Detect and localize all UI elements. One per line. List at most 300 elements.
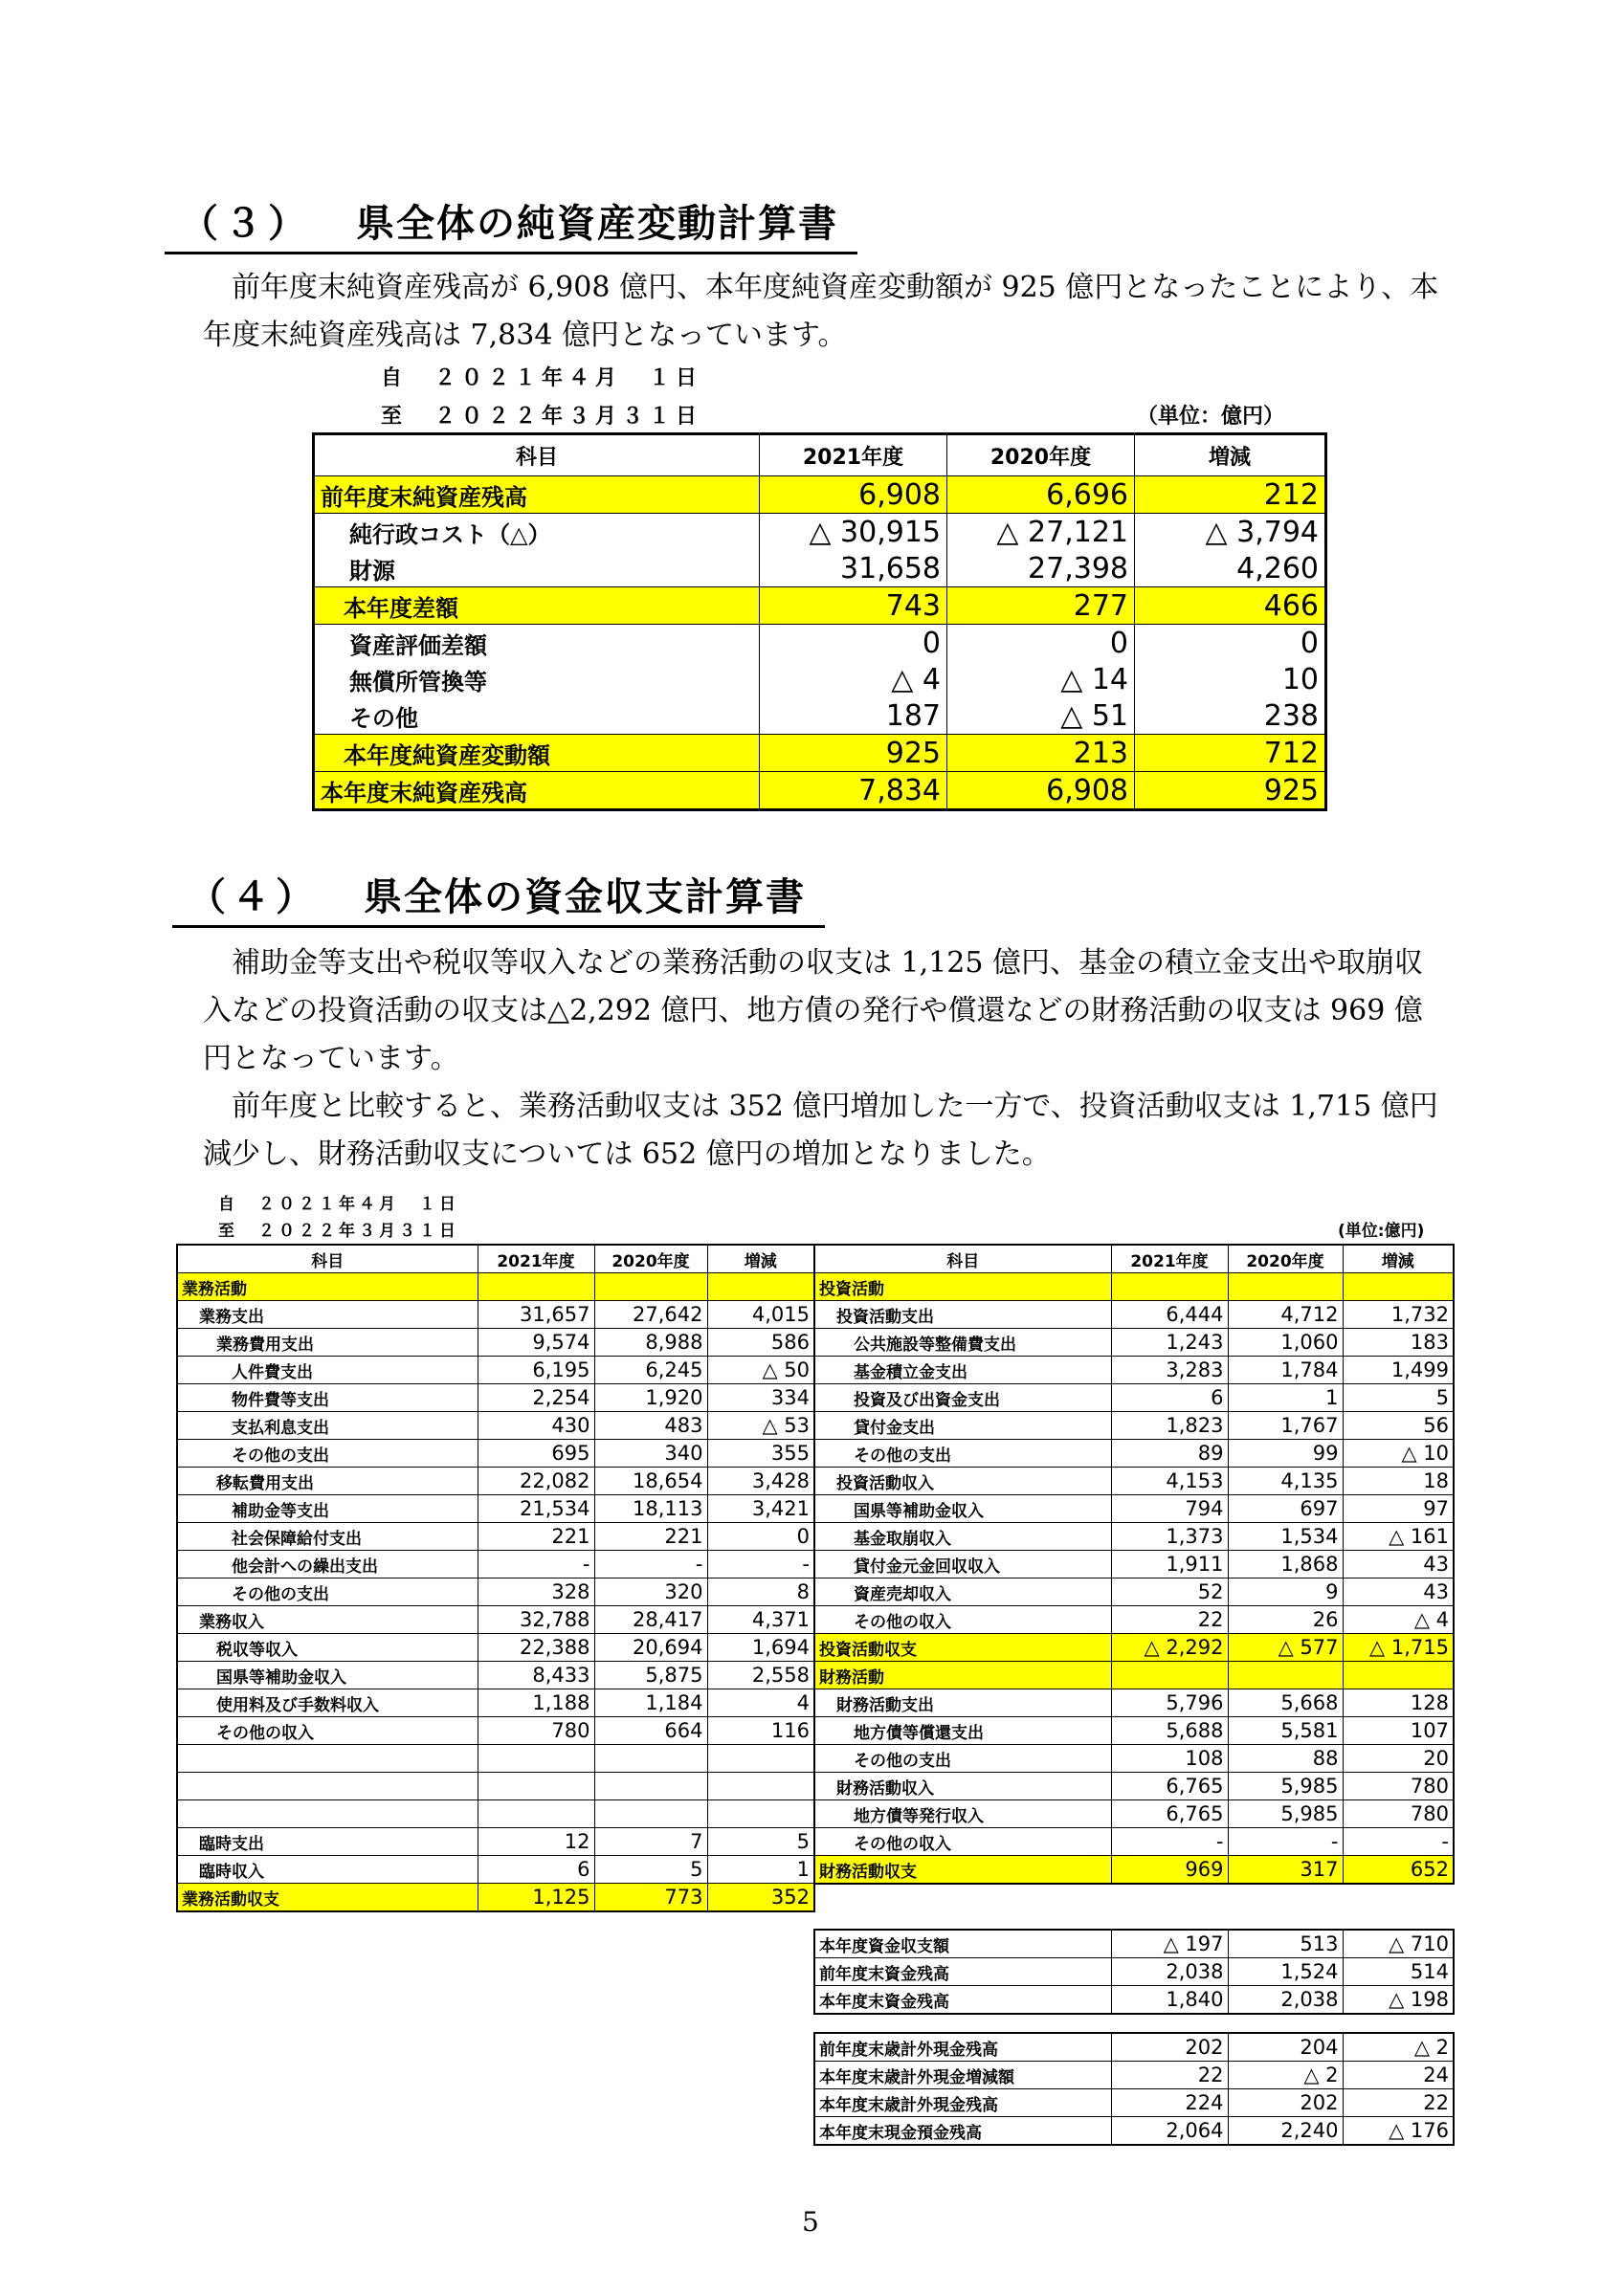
table-row	[177, 1800, 814, 1828]
value-diff: △ 50	[707, 1357, 814, 1384]
value-2021: 1,188	[478, 1689, 594, 1717]
value-2021: 5,796	[1111, 1689, 1228, 1717]
value-2021: 7,834	[760, 772, 947, 810]
row-label: 投資活動	[814, 1273, 1111, 1301]
row-label: 投資及び出資金支出	[814, 1384, 1111, 1412]
cash-summary-table	[813, 1929, 1455, 2015]
row-label: その他の支出	[177, 1578, 478, 1606]
value-2020: 483	[594, 1412, 707, 1440]
value-2021: 6	[478, 1856, 594, 1884]
value-2020: 202	[1228, 2089, 1343, 2117]
value-2021: 31,657	[478, 1301, 594, 1329]
row-label: 前年度末資金残高	[814, 1958, 1111, 1986]
value-2020	[594, 1773, 707, 1800]
value-2021	[478, 1745, 594, 1773]
section4-date-from: 自 ２０２１年４月 １日	[218, 1195, 459, 1214]
value-2021: △ 30,915	[760, 514, 947, 551]
row-label: 本年度資金収支額	[814, 1930, 1111, 1958]
value-2021: 12	[478, 1828, 594, 1856]
row-label: 基金積立金支出	[814, 1357, 1111, 1384]
value-diff: 107	[1343, 1717, 1454, 1745]
row-label: 支払利息支出	[177, 1412, 478, 1440]
value-diff: 352	[707, 1884, 814, 1912]
row-label: 本年度末現金預金残高	[814, 2117, 1111, 2146]
row-label: 財務活動	[814, 1662, 1111, 1689]
value-2020: 1	[1228, 1384, 1343, 1412]
value-diff: 97	[1343, 1495, 1454, 1523]
value-diff: 334	[707, 1384, 814, 1412]
table-row	[814, 1662, 1454, 1689]
row-label: 財務活動支出	[814, 1689, 1111, 1717]
value-diff: 4,371	[707, 1606, 814, 1634]
value-diff: △ 10	[1343, 1440, 1454, 1468]
value-2021: 8,433	[478, 1662, 594, 1689]
value-2021: △ 4	[760, 661, 947, 697]
row-label: その他の収入	[814, 1828, 1111, 1856]
value-2020: 18,654	[594, 1468, 707, 1495]
row-label: 財源	[314, 550, 760, 587]
value-2020: 340	[594, 1440, 707, 1468]
table-row	[314, 661, 1326, 697]
value-diff: 652	[1343, 1856, 1454, 1885]
row-label: 物件費等支出	[177, 1384, 478, 1412]
table-row	[814, 1745, 1454, 1773]
value-diff: △ 2	[1343, 2033, 1454, 2062]
table-row	[814, 1384, 1454, 1412]
value-diff: 0	[1135, 625, 1326, 662]
table-row	[177, 1578, 814, 1606]
table-row	[314, 735, 1326, 772]
value-diff: 238	[1135, 697, 1326, 735]
row-label: 前年度末歳計外現金残高	[814, 2033, 1111, 2062]
section4-para2-line1: 前年度と比較すると、業務活動収支は 352 億円増加した一方で、投資活動収支は 1,715 億円	[232, 1090, 1438, 1123]
value-2020: 20,694	[594, 1634, 707, 1662]
table-row	[314, 772, 1326, 810]
value-2021: 2,064	[1111, 2117, 1228, 2146]
table-row	[814, 1856, 1454, 1885]
header-2020: 2020年度	[594, 1245, 707, 1273]
value-2021: 794	[1111, 1495, 1228, 1523]
table-row	[314, 697, 1326, 735]
table-row	[177, 1329, 814, 1357]
value-2020: 697	[1228, 1495, 1343, 1523]
table-row	[814, 1800, 1454, 1828]
row-label: その他	[314, 697, 760, 735]
value-2021: 6,195	[478, 1357, 594, 1384]
section4-date-to: 至 ２０２２年３月３１日	[218, 1222, 459, 1241]
value-2021: 743	[760, 587, 947, 625]
value-diff: 355	[707, 1440, 814, 1468]
value-diff: 22	[1343, 2089, 1454, 2117]
value-2020: 5,875	[594, 1662, 707, 1689]
row-label: 他会計への繰出支出	[177, 1551, 478, 1578]
value-diff: 4,260	[1135, 550, 1326, 587]
net-assets-table	[312, 432, 1327, 811]
table-row	[814, 1551, 1454, 1578]
value-2020: 88	[1228, 1745, 1343, 1773]
value-2021	[1111, 1662, 1228, 1689]
table-row	[814, 1329, 1454, 1357]
row-label: 投資活動支出	[814, 1301, 1111, 1329]
value-diff: 1	[707, 1856, 814, 1884]
value-2020: 5,668	[1228, 1689, 1343, 1717]
row-label: 純行政コスト（△）	[314, 514, 760, 551]
row-label: 前年度末純資産残高	[314, 476, 760, 514]
value-diff	[707, 1800, 814, 1828]
table-row	[814, 2089, 1454, 2117]
table-row	[177, 1273, 814, 1301]
value-2021: 52	[1111, 1578, 1228, 1606]
value-2021: 1,840	[1111, 1986, 1228, 2015]
value-2021: -	[478, 1551, 594, 1578]
value-2020: 6,245	[594, 1357, 707, 1384]
row-label: 臨時支出	[177, 1828, 478, 1856]
row-label: 税収等収入	[177, 1634, 478, 1662]
section3-date-to: 至 ２０２２年３月３１日	[381, 405, 703, 429]
value-2020: 4,712	[1228, 1301, 1343, 1329]
section4-paragraph	[203, 939, 1466, 1179]
header-item: 科目	[814, 1245, 1111, 1273]
value-diff: △ 198	[1343, 1986, 1454, 2015]
value-diff	[707, 1773, 814, 1800]
investing-header-row	[814, 1245, 1454, 1273]
value-diff: △ 710	[1343, 1930, 1454, 1958]
operating-activities-table	[176, 1244, 815, 1912]
value-2021: 3,283	[1111, 1357, 1228, 1384]
value-diff: 10	[1135, 661, 1326, 697]
row-label: 業務活動	[177, 1273, 478, 1301]
table-row	[814, 1301, 1454, 1329]
row-label: 財務活動収入	[814, 1773, 1111, 1800]
table-row	[814, 1357, 1454, 1384]
header-diff: 増減	[1135, 434, 1326, 476]
net-assets-header-row	[314, 434, 1326, 476]
value-diff: 18	[1343, 1468, 1454, 1495]
row-label: 臨時収入	[177, 1856, 478, 1884]
table-row	[177, 1523, 814, 1551]
value-diff: △ 53	[707, 1412, 814, 1440]
value-2020: 28,417	[594, 1606, 707, 1634]
value-2021	[478, 1800, 594, 1828]
value-2020: △ 51	[947, 697, 1135, 735]
row-label: 貸付金元金回収収入	[814, 1551, 1111, 1578]
value-2020: 5,985	[1228, 1773, 1343, 1800]
section4-para1-line1: 補助金等支出や税収等収入などの業務活動の収支は 1,125 億円、基金の積立金支出や取崩収	[232, 946, 1423, 980]
value-2021	[478, 1773, 594, 1800]
row-label: 本年度末純資産残高	[314, 772, 760, 810]
value-2020: 1,534	[1228, 1523, 1343, 1551]
value-diff: 586	[707, 1329, 814, 1357]
row-label: 本年度末資金残高	[814, 1986, 1111, 2015]
value-diff: 20	[1343, 1745, 1454, 1773]
table-row	[177, 1301, 814, 1329]
value-diff: 183	[1343, 1329, 1454, 1357]
value-2021: 695	[478, 1440, 594, 1468]
value-2020: 513	[1228, 1930, 1343, 1958]
value-diff: △ 161	[1343, 1523, 1454, 1551]
value-2020: 0	[947, 625, 1135, 662]
section4-heading	[172, 867, 825, 928]
header-diff: 増減	[1343, 1245, 1454, 1273]
row-label: 業務支出	[177, 1301, 478, 1329]
table-row	[177, 1495, 814, 1523]
value-diff: -	[1343, 1828, 1454, 1856]
value-2021: 202	[1111, 2033, 1228, 2062]
value-2020: 8,988	[594, 1329, 707, 1357]
table-row	[177, 1384, 814, 1412]
table-row	[814, 1578, 1454, 1606]
row-label: その他の支出	[177, 1440, 478, 1468]
value-diff	[1343, 1662, 1454, 1689]
value-diff: 1,694	[707, 1634, 814, 1662]
value-2020: 27,642	[594, 1301, 707, 1329]
value-2021: △ 197	[1111, 1930, 1228, 1958]
value-2020: 1,767	[1228, 1412, 1343, 1440]
value-2020: -	[594, 1551, 707, 1578]
section4-para2-line2: 減少し、財務活動収支については 652 億円の増加となりました。	[203, 1137, 1051, 1171]
value-2021: 187	[760, 697, 947, 735]
value-2021: 430	[478, 1412, 594, 1440]
value-2020: 26	[1228, 1606, 1343, 1634]
row-label: その他の支出	[814, 1440, 1111, 1468]
table-row	[814, 1828, 1454, 1856]
value-2020: △ 577	[1228, 1634, 1343, 1662]
row-label: 人件費支出	[177, 1357, 478, 1384]
value-2021: 221	[478, 1523, 594, 1551]
value-2020: △ 2	[1228, 2062, 1343, 2089]
value-diff: 4	[707, 1689, 814, 1717]
value-2020: 5	[594, 1856, 707, 1884]
value-2020: △ 27,121	[947, 514, 1135, 551]
value-diff	[707, 1745, 814, 1773]
section3-paragraph	[203, 264, 1466, 360]
value-2021: 108	[1111, 1745, 1228, 1773]
value-diff: 925	[1135, 772, 1326, 810]
value-diff: -	[707, 1551, 814, 1578]
row-label: 基金取崩収入	[814, 1523, 1111, 1551]
section3-date-from: 自 ２０２１年４月 １日	[381, 366, 703, 390]
value-diff	[1343, 1273, 1454, 1301]
value-2020	[594, 1800, 707, 1828]
value-2021	[1111, 1273, 1228, 1301]
value-2020: 277	[947, 587, 1135, 625]
investing-financing-table	[813, 1244, 1455, 1885]
value-2020: 9	[1228, 1578, 1343, 1606]
value-2020: 221	[594, 1523, 707, 1551]
value-2021: 32,788	[478, 1606, 594, 1634]
value-2020: -	[1228, 1828, 1343, 1856]
value-diff: 24	[1343, 2062, 1454, 2089]
value-2020: 5,985	[1228, 1800, 1343, 1828]
table-row	[177, 1606, 814, 1634]
value-diff: 43	[1343, 1551, 1454, 1578]
row-label	[177, 1800, 478, 1828]
value-2021	[478, 1273, 594, 1301]
table-row	[814, 1523, 1454, 1551]
row-label: 資産評価差額	[314, 625, 760, 662]
value-2020	[594, 1273, 707, 1301]
table-row	[314, 476, 1326, 514]
page-number: 5	[802, 2206, 819, 2238]
value-2021: 6,444	[1111, 1301, 1228, 1329]
row-label: 公共施設等整備費支出	[814, 1329, 1111, 1357]
value-diff: 514	[1343, 1958, 1454, 1986]
table-row	[177, 1634, 814, 1662]
section3-paragraph-line1: 前年度末純資産残高が 6,908 億円、本年度純資産変動額が 925 億円となったことにより、本	[232, 271, 1439, 304]
row-label: 本年度末歳計外現金残高	[814, 2089, 1111, 2117]
section4-title: 県全体の資金収支計算書	[364, 875, 806, 919]
section3-number: （３）	[180, 202, 312, 246]
value-2021: 0	[760, 625, 947, 662]
table-row	[814, 1634, 1454, 1662]
header-diff: 増減	[707, 1245, 814, 1273]
value-diff: 5	[1343, 1384, 1454, 1412]
value-diff: 56	[1343, 1412, 1454, 1440]
value-2021: -	[1111, 1828, 1228, 1856]
table-row	[177, 1884, 814, 1912]
table-row	[177, 1662, 814, 1689]
value-2021: 1,373	[1111, 1523, 1228, 1551]
value-diff: 43	[1343, 1578, 1454, 1606]
value-2020: 204	[1228, 2033, 1343, 2062]
header-2020: 2020年度	[947, 434, 1135, 476]
table-row	[177, 1856, 814, 1884]
non-budget-cash-table	[813, 2032, 1455, 2146]
table-row	[177, 1551, 814, 1578]
table-row	[177, 1689, 814, 1717]
table-row	[177, 1440, 814, 1468]
value-2021: 1,911	[1111, 1551, 1228, 1578]
value-2021: 969	[1111, 1856, 1228, 1885]
header-2021: 2021年度	[478, 1245, 594, 1273]
section4-para1-line3: 円となっています。	[203, 1042, 459, 1075]
row-label: その他の収入	[814, 1606, 1111, 1634]
value-2020: 2,240	[1228, 2117, 1343, 2146]
value-2020: 317	[1228, 1856, 1343, 1885]
row-label	[177, 1745, 478, 1773]
row-label: 移転費用支出	[177, 1468, 478, 1495]
value-2020: 2,038	[1228, 1986, 1343, 2015]
value-2020: △ 14	[947, 661, 1135, 697]
value-diff: 4,015	[707, 1301, 814, 1329]
row-label: その他の収入	[177, 1717, 478, 1745]
value-diff: 116	[707, 1717, 814, 1745]
value-2021: 6,908	[760, 476, 947, 514]
value-2020: 27,398	[947, 550, 1135, 587]
value-2021: 1,243	[1111, 1329, 1228, 1357]
header-2021: 2021年度	[1111, 1245, 1228, 1273]
table-row	[814, 1495, 1454, 1523]
row-label: 財務活動収支	[814, 1856, 1111, 1885]
value-2021: 1,823	[1111, 1412, 1228, 1440]
table-row	[314, 587, 1326, 625]
section4-para1-line2: 入などの投資活動の収支は△2,292 億円、地方債の発行や償還などの財務活動の収支は 969 億	[203, 994, 1423, 1027]
value-2021: 925	[760, 735, 947, 772]
section3-title: 県全体の純資産変動計算書	[356, 202, 838, 246]
table-row	[814, 2062, 1454, 2089]
value-diff	[707, 1273, 814, 1301]
row-label: 業務収入	[177, 1606, 478, 1634]
row-label: 使用料及び手数料収入	[177, 1689, 478, 1717]
row-label: 業務費用支出	[177, 1329, 478, 1357]
header-2020: 2020年度	[1228, 1245, 1343, 1273]
value-diff: 0	[707, 1523, 814, 1551]
value-2021: 6,765	[1111, 1800, 1228, 1828]
table-row	[814, 1412, 1454, 1440]
value-2021: 224	[1111, 2089, 1228, 2117]
value-2020: 213	[947, 735, 1135, 772]
value-2020	[1228, 1662, 1343, 1689]
value-2020: 6,696	[947, 476, 1135, 514]
value-2021: 21,534	[478, 1495, 594, 1523]
value-diff: 128	[1343, 1689, 1454, 1717]
value-2021: 328	[478, 1578, 594, 1606]
row-label: 貸付金支出	[814, 1412, 1111, 1440]
value-2021: 89	[1111, 1440, 1228, 1468]
row-label	[177, 1773, 478, 1800]
value-diff: 466	[1135, 587, 1326, 625]
value-2020: 1,524	[1228, 1958, 1343, 1986]
table-row	[814, 1440, 1454, 1468]
value-diff: △ 176	[1343, 2117, 1454, 2146]
row-label: 本年度純資産変動額	[314, 735, 760, 772]
operating-header-row	[177, 1245, 814, 1273]
value-diff: 5	[707, 1828, 814, 1856]
row-label: 地方債等償還支出	[814, 1717, 1111, 1745]
value-2020: 773	[594, 1884, 707, 1912]
section3-paragraph-line2: 年度末純資産残高は 7,834 億円となっています。	[203, 319, 847, 352]
value-diff: 1,499	[1343, 1357, 1454, 1384]
table-row	[814, 1273, 1454, 1301]
header-2021: 2021年度	[760, 434, 947, 476]
value-diff: 212	[1135, 476, 1326, 514]
value-2020: 7	[594, 1828, 707, 1856]
row-label: 資産売却収入	[814, 1578, 1111, 1606]
value-2021: 22	[1111, 2062, 1228, 2089]
table-row	[177, 1828, 814, 1856]
table-row	[314, 625, 1326, 662]
value-2020	[594, 1745, 707, 1773]
value-2021: 6	[1111, 1384, 1228, 1412]
value-diff: 2,558	[707, 1662, 814, 1689]
table-row	[814, 2033, 1454, 2062]
value-2020: 4,135	[1228, 1468, 1343, 1495]
table-row	[814, 1986, 1454, 2015]
value-2020	[1228, 1273, 1343, 1301]
table-row	[314, 550, 1326, 587]
value-2021: 22,082	[478, 1468, 594, 1495]
table-row	[814, 1930, 1454, 1958]
table-row	[814, 1773, 1454, 1800]
row-label: 本年度末歳計外現金増減額	[814, 2062, 1111, 2089]
value-2020: 6,908	[947, 772, 1135, 810]
value-diff: △ 1,715	[1343, 1634, 1454, 1662]
value-2020: 99	[1228, 1440, 1343, 1468]
value-diff: 8	[707, 1578, 814, 1606]
row-label: 地方債等発行収入	[814, 1800, 1111, 1828]
value-2021: 780	[478, 1717, 594, 1745]
value-2020: 5,581	[1228, 1717, 1343, 1745]
value-diff: 3,428	[707, 1468, 814, 1495]
value-2020: 1,060	[1228, 1329, 1343, 1357]
row-label: 補助金等支出	[177, 1495, 478, 1523]
value-2021: 6,765	[1111, 1773, 1228, 1800]
section3-unit: （単位：億円）	[1137, 405, 1285, 429]
row-label: 投資活動収入	[814, 1468, 1111, 1495]
row-label: 国県等補助金収入	[814, 1495, 1111, 1523]
table-row	[814, 1606, 1454, 1634]
value-2021: 5,688	[1111, 1717, 1228, 1745]
